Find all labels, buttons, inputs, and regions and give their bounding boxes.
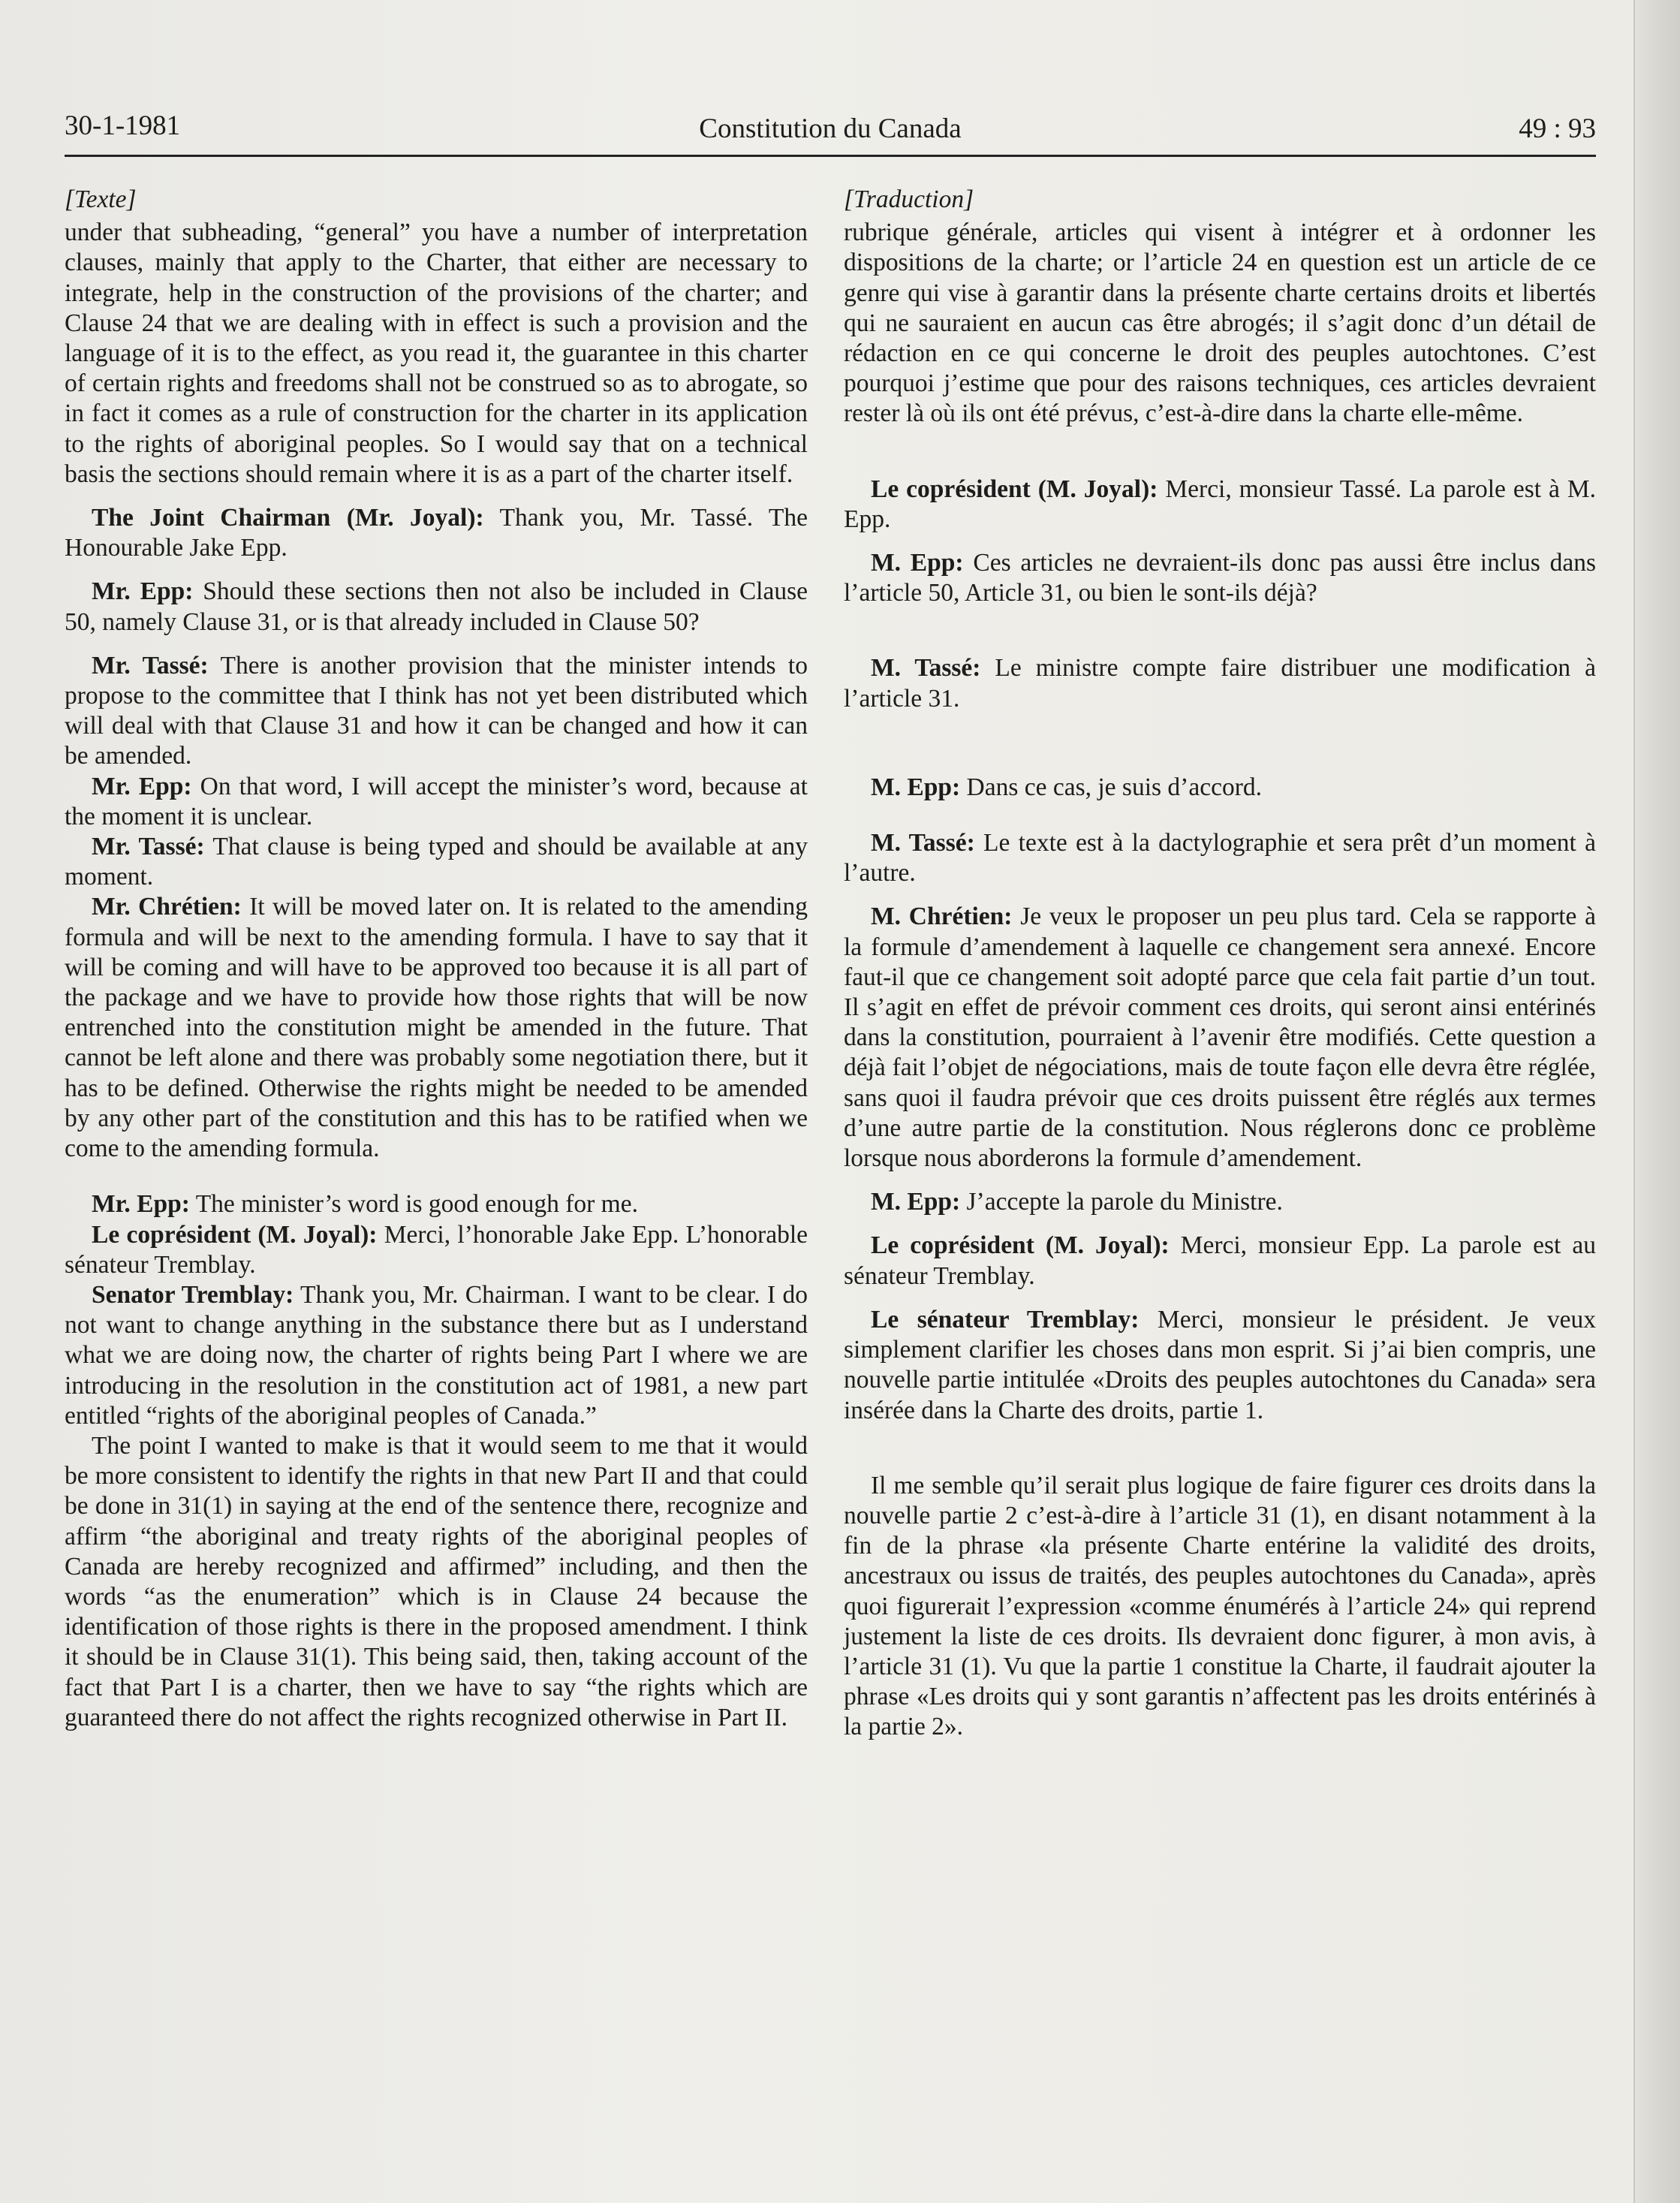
speaker-name: Mr. Epp: bbox=[92, 772, 192, 800]
speaker-paragraph bbox=[65, 832, 808, 892]
speaker-name: M. Epp: bbox=[871, 773, 961, 801]
speaker-paragraph bbox=[65, 1280, 808, 1431]
speaker-name: Mr. Chrétien: bbox=[92, 893, 242, 921]
speaker-paragraph bbox=[844, 475, 1596, 535]
speech-text: Ces articles ne devraient-ils donc pas aussi être inclus dans l’article 50, Article 31, ou bien le sont-ils déjà? bbox=[844, 549, 1596, 607]
speaker-name: Le coprésident (M. Joyal): bbox=[871, 1231, 1170, 1260]
speech-text: Merci, monsieur le président. Je veux simplement clarifier les choses dans mon esprit. Si j’ai bien compris, une nouvelle partie intitulée «Droits des peuples autochtones du Canada» sera insérée dans la Charte des droits, partie 1. bbox=[844, 1305, 1596, 1424]
speech-text: The minister’s word is good enough for me. bbox=[189, 1190, 638, 1219]
speaker-name: Le coprésident (M. Joyal): bbox=[871, 475, 1158, 503]
speaker-name: Le coprésident (M. Joyal): bbox=[92, 1220, 378, 1249]
french-column bbox=[844, 185, 1596, 1743]
speech-text: Dans ce cas, je suis d’accord. bbox=[960, 773, 1262, 801]
speech-text: There is another provision that the minister intends to propose to the committee that I think has not yet been distributed which will deal with that Clause 31 and how it can be changed and how it can be amended. bbox=[65, 651, 808, 770]
header-page-number: 49 : 93 bbox=[1519, 113, 1596, 144]
speaker-paragraph bbox=[844, 773, 1596, 803]
speaker-paragraph bbox=[65, 577, 808, 637]
speaker-paragraph bbox=[844, 548, 1596, 608]
speaker-paragraph bbox=[65, 892, 808, 1164]
speaker-name: Mr. Tassé: bbox=[92, 651, 209, 680]
speaker-name: Le sénateur Tremblay: bbox=[871, 1305, 1140, 1334]
speech-text: Merci, monsieur Epp. La parole est au sénateur Tremblay. bbox=[844, 1231, 1596, 1290]
speaker-name: Mr. Epp: bbox=[92, 577, 194, 606]
paragraph: The point I wanted to make is that it would seem to me that it would be more consistent to identify the rights in that new Part II and that could be done in 31(1) in saying at the end of the sentence there, recognize and affirm “the aboriginal and treaty rights of the aboriginal peoples of Canada are hereby recognized and affirmed” including, and then the words “as the enumeration” which is in Clause 24 because the identification of those rights is there in the proposed amendment. I think it should be in Clause 31(1). This being said, then, taking account of the fact that Part I is a charter, then we have to say “the rights which are guaranteed there do not affect the rights recognized otherwise in Part II. bbox=[65, 1431, 808, 1731]
speaker-paragraph bbox=[844, 902, 1596, 1174]
speech-text: Le texte est à la dactylographie et sera prêt d’un moment à l’autre. bbox=[844, 829, 1596, 888]
text-tag: [Texte] bbox=[65, 185, 137, 213]
header-title: Constitution du Canada bbox=[699, 113, 962, 144]
speaker-name: Mr. Tassé: bbox=[92, 833, 205, 861]
speaker-paragraph bbox=[65, 503, 808, 563]
speaker-paragraph bbox=[844, 1187, 1596, 1217]
speaker-name: M. Tassé: bbox=[871, 654, 981, 683]
speaker-name: M. Epp: bbox=[871, 549, 964, 577]
speaker-paragraph bbox=[844, 653, 1596, 713]
speech-text: Thank you, Mr. Tassé. The Honourable Jake Epp. bbox=[65, 504, 808, 562]
speech-text: That clause is being typed and should be available at any moment. bbox=[65, 833, 808, 891]
english-column bbox=[65, 185, 808, 1733]
speech-text: Merci, l’honorable Jake Epp. L’honorable sénateur Tremblay. bbox=[65, 1220, 808, 1279]
speaker-paragraph bbox=[844, 1231, 1596, 1291]
speech-text: Should these sections then not also be included in Clause 50, namely Clause 31, or is that already included in Clause 50? bbox=[65, 577, 808, 636]
speech-text: Le ministre compte faire distribuer une modification à l’article 31. bbox=[844, 654, 1596, 713]
speaker-name: Mr. Epp: bbox=[92, 1190, 190, 1219]
speaker-paragraph bbox=[844, 1305, 1596, 1426]
speech-text: Merci, monsieur Tassé. La parole est à M. Epp. bbox=[844, 475, 1596, 533]
speaker-name: M. Tassé: bbox=[871, 829, 975, 857]
speech-text: Thank you, Mr. Chairman. I want to be clear. I do not want to change anything in the substance there but as I understand what we are doing now, the charter of rights being Part I where we are introducing in the resolution in the constitution act of 1981, a new part entitled “rights of the aboriginal peoples of Canada.” bbox=[65, 1280, 808, 1430]
paragraph: Il me semble qu’il serait plus logique de faire figurer ces droits dans la nouvelle partie 2 c’est-à-dire à l’article 31 (1), en disant notamment à la fin de la phrase «la présente Charte entérine la validité des droits, ancestraux ou issus de traités, des peuples autochtones du Canada», après quoi figurerait l’expression «comme énumérés à l’article 24» qui reprend justement la liste de ces droits. Ils devraient donc figurer, à mon avis, à l’article 31 (1). Vu que la partie 1 constitue la Charte, il faudrait ajouter la phrase «Les droits qui y sont garantis n’affectent pas les droits entérinés à la partie 2». bbox=[844, 1471, 1596, 1741]
speech-text: It will be moved later on. It is related to the amending formula and will be next to the amending formula. I have to say that it will be coming and will have to be approved too because it is all part of the package and we have to provide how those rights that will be now entrenched into the constitution might be amended in the future. That cannot be left alone and there was probably some negotiation there, but it has to be defined. Otherwise the rights might be needed to be amended by any other part of the constitution and this has to be ratified when we come to the amending formula. bbox=[65, 893, 808, 1163]
translation-tag: [Traduction] bbox=[844, 185, 974, 213]
speaker-paragraph bbox=[65, 1220, 808, 1280]
speaker-name: M. Chrétien: bbox=[871, 903, 1013, 931]
speaker-paragraph bbox=[65, 1189, 808, 1219]
speaker-paragraph bbox=[65, 651, 808, 772]
speaker-name: M. Epp: bbox=[871, 1188, 961, 1216]
speaker-paragraph bbox=[844, 828, 1596, 888]
speaker-name: Senator Tremblay: bbox=[92, 1280, 294, 1309]
speaker-paragraph bbox=[65, 772, 808, 832]
paragraph: under that subheading, “general” you have a number of interpretation clauses, mainly that apply to the Charter, that either are necessary to integrate, help in the construction of the provisions of the charter; and Clause 24 that we are dealing with in effect is such a provision and the language of it is to the effect, as you read it, the guarantee in this charter of certain rights and freedoms shall not be construed so as to abrogate, so in fact it comes as a rule of construction for the charter in its application to the rights of aboriginal peoples. So I would say that on a technical basis the sections should remain where it is as a part of the charter itself. bbox=[65, 218, 808, 488]
speech-text: J’accepte la parole du Ministre. bbox=[960, 1188, 1283, 1216]
page-edge bbox=[1633, 0, 1680, 2203]
page-header bbox=[65, 110, 1596, 157]
speech-text: On that word, I will accept the minister’s word, because at the moment it is unclear. bbox=[65, 772, 808, 830]
speaker-name: The Joint Chairman (Mr. Joyal): bbox=[92, 504, 484, 532]
speech-text: Je veux le proposer un peu plus tard. Cela se rapporte à la formule d’amendement à laquelle ce changement sera annexé. Encore faut-il que ce changement soit adopté parce que cela fait partie d’un tout. Il s’agit en effet de prévoir comment ces droits, qui seront ainsi entérinés dans la constitution, pourraient à l’avenir être modifiés. Cette question a déjà fait l’objet de négociations, mais de toute façon elle devra être réglée, sans quoi il faudra prévoir que ces droits puissent être réglés aux termes d’une autre partie de la constitution. Nous réglerons donc ce problème lorsque nous aborderons la formule d’amendement. bbox=[844, 903, 1596, 1173]
paragraph: rubrique générale, articles qui visent à intégrer et à ordonner les dispositions de la charte; or l’article 24 en question est un article de ce genre qui vise à garantir dans la présente charte certains droits et libertés qui ne sauraient en aucun cas être abrogés; il s’agit donc d’un détail de rédaction en ce qui concerne le droit des peuples autochtones. C’est pourquoi j’estime que pour des raisons techniques, ces articles devraient rester là où ils ont été prévus, c’est-à-dire dans la charte elle-même. bbox=[844, 218, 1596, 428]
header-date: 30-1-1981 bbox=[65, 110, 181, 141]
